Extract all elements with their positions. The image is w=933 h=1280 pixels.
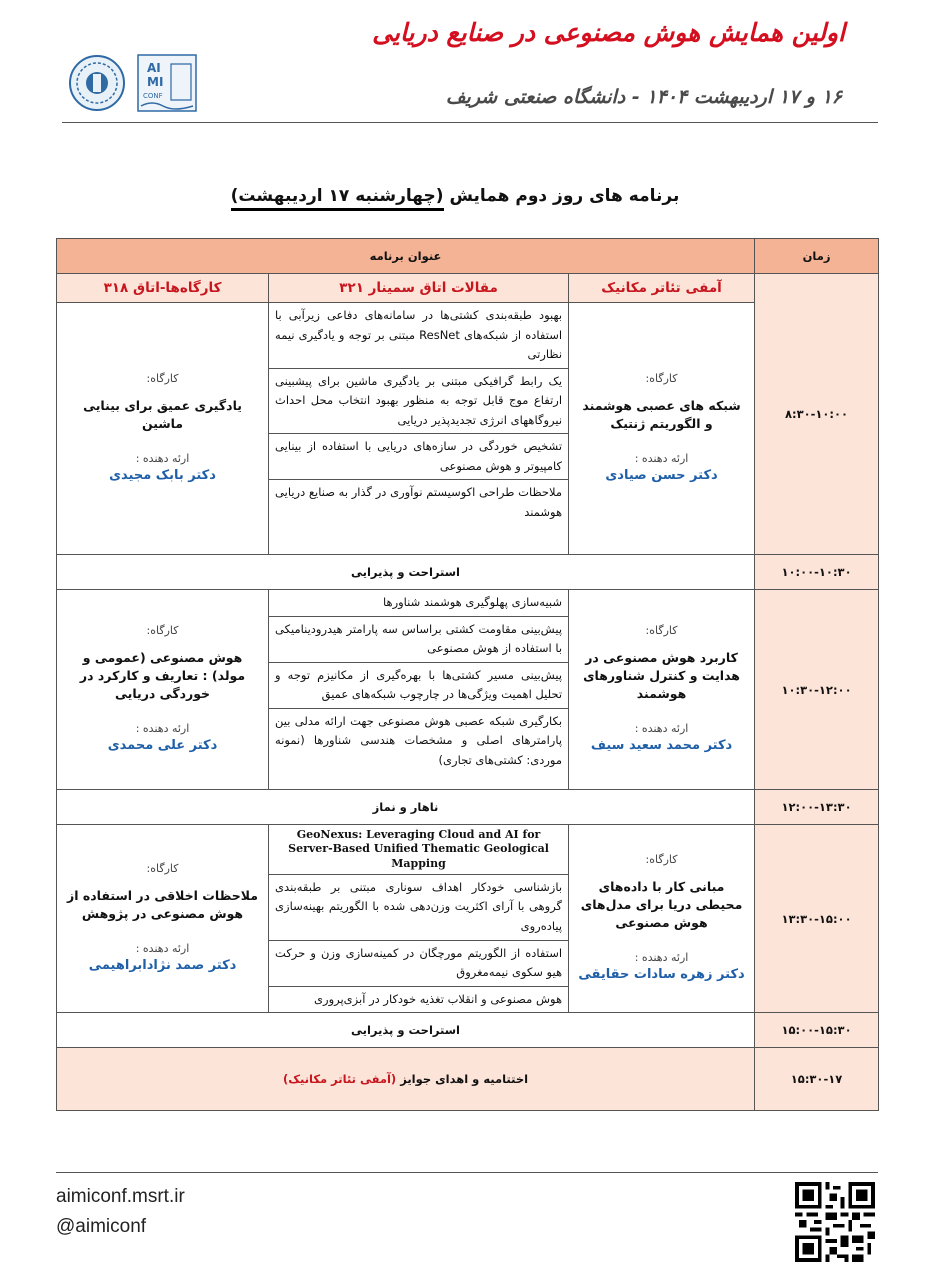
paper-item: شبیه‌سازی پهلوگیری هوشمند شناورها	[269, 590, 568, 617]
presenter-name: دکتر حسن صیادی	[605, 468, 718, 484]
presenter-name: دکتر صمد نژادابراهیمی	[88, 958, 237, 974]
workshop-title: هوش مصنوعی (عمومی و مولد) : تعاریف و کارکرد در خوردگی دریایی	[79, 649, 246, 702]
paper-item: هوش مصنوعی و انقلاب تغذیه خودکار در آبزی‌پروری	[314, 991, 563, 1006]
halls-header-row	[57, 274, 879, 303]
qr-code-icon	[795, 1182, 875, 1262]
session-time: ۱۳:۳۰-۱۵:۰۰	[755, 825, 879, 1013]
presenter-name: دکتر محمد سعید سیف	[590, 738, 733, 754]
hall-amphitheater: آمفی تئاتر مکانیک	[569, 274, 755, 303]
session-row	[57, 825, 879, 1013]
paper-item: استفاده از الگوریتم مورچگان در کمینه‌سازی وزن و حرکت هیو سکوی نیمه‌مغروق	[269, 941, 568, 987]
papers-list	[269, 825, 569, 1013]
presenter-label: ارئه دهنده :	[634, 951, 689, 965]
workshop-label: کارگاه:	[146, 372, 179, 386]
workshop-title: کاربرد هوش مصنوعی در هدایت و کنترل شناورهای هوشمند	[583, 649, 740, 702]
closing-ceremony	[57, 1048, 755, 1111]
aimi-logo-line: MI	[147, 75, 164, 89]
room318-workshop	[57, 825, 269, 1013]
presenter-label: ارئه دهنده :	[634, 722, 689, 736]
social-handle[interactable]: @aimiconf	[56, 1216, 147, 1237]
closing-row	[57, 1048, 879, 1111]
break-time: ۱۲:۰۰-۱۳:۳۰	[755, 790, 879, 825]
break-time: ۱۰:۰۰-۱۰:۳۰	[755, 555, 879, 590]
conference-title: اولین همایش هوش مصنوعی در صنایع دریایی	[372, 18, 845, 47]
paper-item-english: GeoNexus: Leveraging Cloud and AI for Server-Based Unified Thematic Geological Mapping	[269, 825, 568, 875]
paper-item: تشخیص خوردگی در سازه‌های دریایی با استفاده از بینایی کامپیوتر و هوش مصنوعی	[269, 434, 568, 480]
paper-item: پیش‌بینی مسیر کشتی‌ها با بهره‌گیری از مکانیزم توجه و تحلیل اهمیت ویژگی‌ها در چارچوب شبکه‌های عمیق	[269, 663, 568, 709]
room318-workshop	[57, 303, 269, 555]
table-header-row	[57, 239, 879, 274]
paper-item: بازشناسی خودکار اهداف سوناری مبتنی بر طبقه‌بندی گروهی با آرای اکثریت وزن‌دهی شده با الگوریتم بهینه‌سازی پیاده‌روی	[269, 875, 568, 941]
sharif-university-logo	[68, 54, 126, 112]
hall-room-318: کارگاه‌ها-اتاق ۳۱۸	[57, 274, 269, 303]
amphitheater-workshop	[569, 825, 755, 1013]
workshop-label: کارگاه:	[146, 623, 179, 637]
presenter-label: ارئه دهنده :	[135, 942, 190, 956]
footer-divider	[56, 1172, 878, 1173]
hall-seminar-321: مقالات اتاق سمینار ۳۲۱	[269, 274, 569, 303]
paper-item: بهبود طبقه‌بندی کشتی‌ها در سامانه‌های دفاعی زیرآبی با استفاده از شبکه‌های ResNet مبتنی بر توجه و یادگیری نیمه نظارتی	[269, 303, 568, 369]
aimi-logo-line: CONF	[143, 92, 163, 100]
closing-venue: (آمفی تئاتر مکانیک)	[282, 1072, 397, 1087]
day-program-title	[210, 186, 700, 206]
workshop-title: یادگیری عمیق برای بینایی ماشین	[83, 397, 242, 432]
workshop-label: کارگاه:	[645, 853, 678, 867]
schedule-table	[56, 238, 879, 1111]
workshop-label: کارگاه:	[146, 862, 179, 876]
break-row	[57, 790, 879, 825]
aimi-logo-line: AI	[147, 61, 161, 75]
break-row	[57, 1013, 879, 1048]
time-column-header: زمان	[755, 239, 879, 274]
workshop-label: کارگاه:	[645, 372, 678, 386]
papers-list	[269, 590, 569, 790]
session-time: ۸:۳۰-۱۰:۰۰	[755, 274, 879, 555]
workshop-title: شبکه های عصبی هوشمند و الگوریتم ژنتیک	[582, 397, 741, 432]
paper-item: ملاحظات طراحی اکوسیستم نوآوری در گذار به صنایع دریایی هوشمند	[275, 485, 563, 519]
closing-time: ۱۵:۳۰-۱۷	[755, 1048, 879, 1111]
closing-label: اختتامیه و اهدای جوایز	[396, 1072, 529, 1087]
break-label: استراحت و پذیرایی	[57, 555, 755, 590]
presenter-name: دکتر زهره سادات حقایقی	[578, 967, 745, 983]
paper-item: بکارگیری شبکه عصبی هوش مصنوعی جهت ارائه مدلی بین پارامترهای اصلی و مشخصات هندسی شناورها (نمونه موردی: کشتی‌های تجاری)	[275, 713, 563, 767]
presenter-name: دکتر بابک مجیدی	[109, 468, 216, 484]
presenter-label: ارئه دهنده :	[135, 452, 190, 466]
paper-item: پیش‌بینی مقاومت کشتی براساس سه پارامتر هیدرودینامیکی با استفاده از هوش مصنوعی	[269, 617, 568, 663]
day-title-prefix: برنامه های روز دوم همایش	[443, 186, 680, 206]
break-time: ۱۵:۰۰-۱۵:۳۰	[755, 1013, 879, 1048]
session-time: ۱۰:۳۰-۱۲:۰۰	[755, 590, 879, 790]
website-link[interactable]: aimiconf.msrt.ir	[56, 1186, 185, 1207]
aimi-conference-logo	[137, 54, 197, 112]
presenter-label: ارئه دهنده :	[135, 722, 190, 736]
room318-workshop	[57, 590, 269, 790]
session-row	[57, 590, 879, 790]
amphitheater-workshop	[569, 303, 755, 555]
workshop-label: کارگاه:	[645, 623, 678, 637]
break-label: استراحت و پذیرایی	[57, 1013, 755, 1048]
presenter-label: ارئه دهنده :	[634, 452, 689, 466]
day-title-date: (چهارشنبه ۱۷ اردیبهشت)	[231, 186, 444, 211]
header-divider	[62, 122, 878, 123]
workshop-title: ملاحظات اخلاقی در استفاده از هوش مصنوعی در پژوهش	[67, 888, 258, 922]
break-row	[57, 555, 879, 590]
conference-date-venue: ۱۶ و ۱۷ اردیبهشت ۱۴۰۴ - دانشگاه صنعتی شریف	[445, 86, 842, 108]
program-column-header: عنوان برنامه	[57, 239, 755, 274]
amphitheater-workshop	[569, 590, 755, 790]
papers-list	[269, 303, 569, 555]
workshop-title: مبانی کار با داده‌های محیطی دریا برای مدل‌های هوش مصنوعی	[580, 878, 743, 931]
paper-item: یک رابط گرافیکی مبتنی بر یادگیری ماشین برای پیشبینی ارتفاع موج قابل توجه به منظور بهبود انتخاب محل احداث نیروگاههای انرژی تجدیدپذیر دریایی	[269, 369, 568, 435]
presenter-name: دکتر علی محمدی	[107, 738, 218, 754]
break-label: ناهار و نماز	[57, 790, 755, 825]
